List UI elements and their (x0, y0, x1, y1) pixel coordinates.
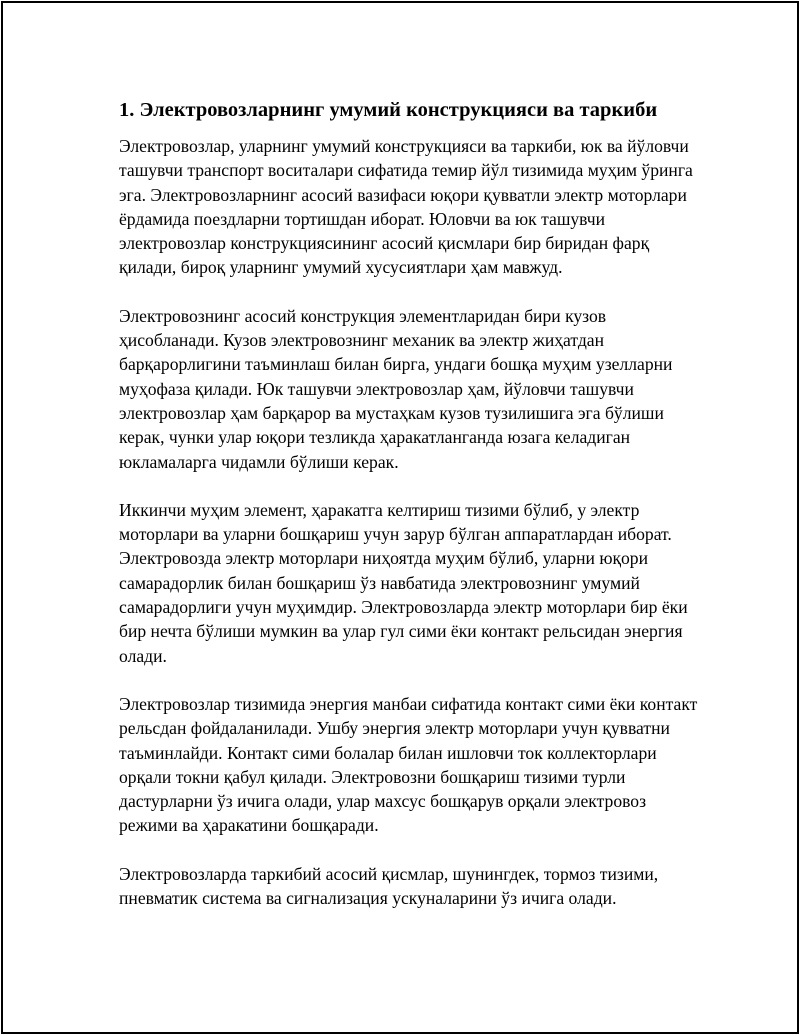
paragraph: Электровозлар, уларнинг умумий конструкцияси ва таркиби, юк ва йўловчи ташувчи транспорт воситалари сифатида темир йўл тизимида муҳим ўринга эга. Электровозларнинг асосий вазифаси юқори қувватли электр моторлари ёрдамида поездларни тортишдан иборат. Юловчи ва юк ташувчи электровозлар конструкциясининг асосий қисмлари бир биридан фарқ қилади, бироқ уларнинг умумий хусусиятлари ҳам мавжуд. (119, 136, 693, 278)
paragraph: Электровозларда таркибий асосий қисмлар, шунингдек, тормоз тизими, пневматик система ва сигнализация ускуналарини ўз ичига олади. (119, 863, 659, 909)
document-title: 1. Электровозларнинг умумий конструкцияси ва таркиби (119, 99, 658, 121)
paragraph: Электровозлар тизимида энергия манбаи сифатида контакт сими ёки контакт рельсдан фойдаланилади. Ушбу энергия электр моторлари учун қувватни таъминлайди. Контакт сими болалар билан ишловчи ток коллекторлари орқали токни қабул қилади. Электровозни бошқариш тизими турли дастурларни ўз ичига олади, улар махсус бошқарув орқали электровоз режими ва ҳаракатини бошқаради. (119, 693, 698, 836)
paragraph: Электровознинг асосий конструкция элементларидан бири кузов ҳисобланади. Кузов электровознинг механик ва электр жиҳатдан барқарорлигини таъминлаш билан бирга, ундаги бошқа муҳим узелларни муҳофаза қилади. Юк ташувчи электровозлар ҳам, йўловчи ташувчи электровозлар ҳам барқарор ва мустаҳкам кузов тузилишига эга бўлиши керак, чунки улар юқори тезликда ҳаракатланганда юзага келадиган юкламаларга чидамли бўлиши керак. (119, 305, 673, 472)
page-frame (1, 1, 799, 1034)
document-body (119, 95, 703, 934)
paragraph: Иккинчи муҳим элемент, ҳаракатга келтириш тизими бўлиб, у электр моторлари ва уларни бошқариш учун зарур бўлган аппаратлардан иборат. Электровозда электр моторлари ниҳоятда муҳим бўлиб, уларни юқори самарадорлик билан бошқариш ўз навбатида электровознинг умумий самарадорлиги учун муҳимдир. Электровозларда электр моторлари бир ёки бир нечта бўлиши мумкин ва улар гул сими ёки контакт рельсидан энергия олади. (119, 499, 688, 666)
